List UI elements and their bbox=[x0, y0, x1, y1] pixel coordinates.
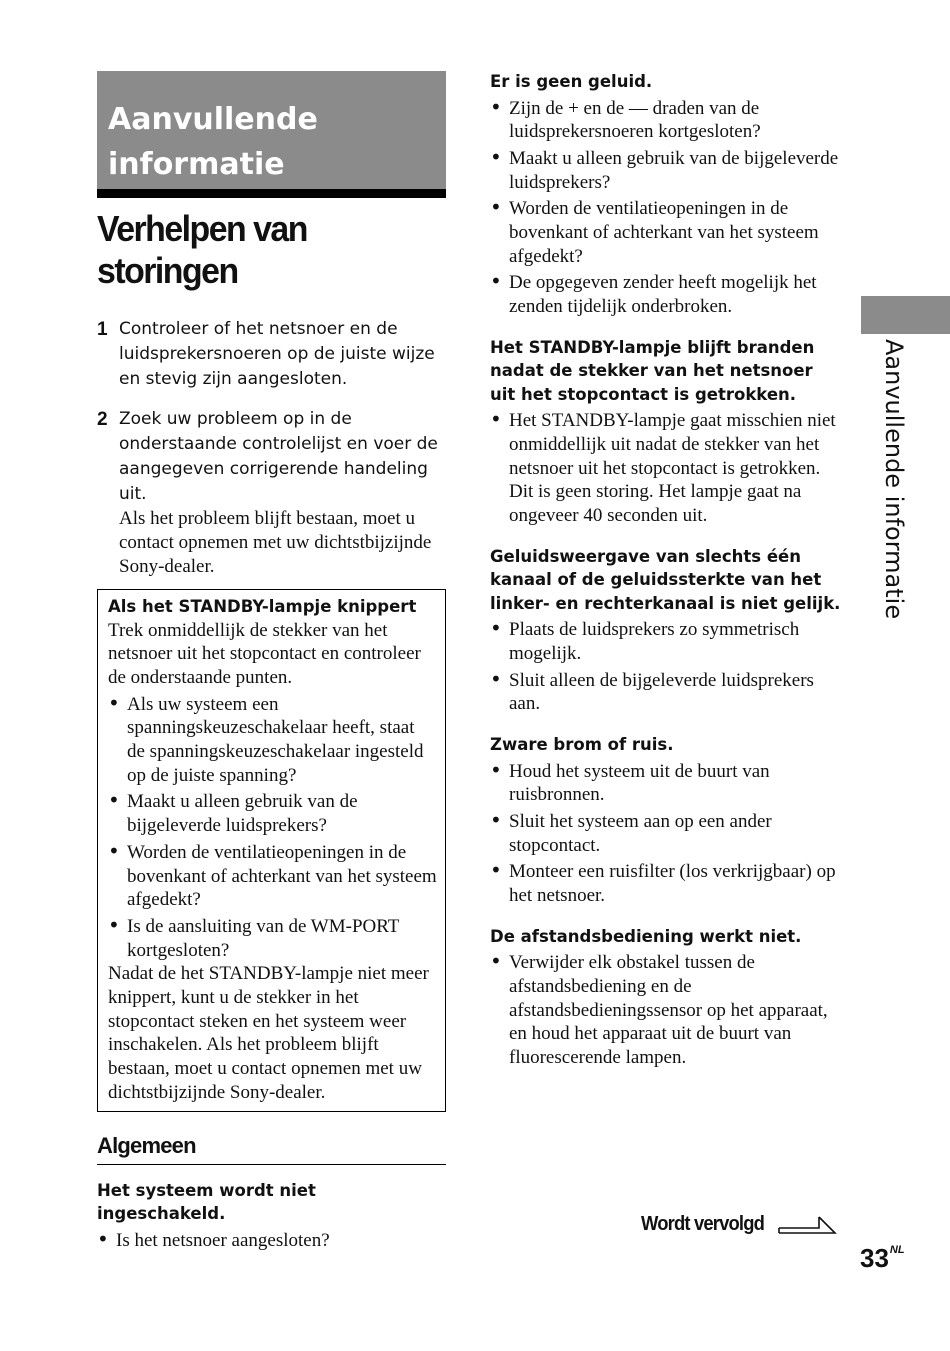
page-number-suffix: NL bbox=[889, 1244, 905, 1256]
list-item: • Worden de ventilatieopeningen in de bovenkant of achterkant van het systeem afgedekt? bbox=[108, 841, 437, 912]
list-item: • Houd het systeem uit de buurt van ruisbronnen. bbox=[490, 760, 842, 807]
symptom-heading: Het STANDBY-lampje blijft branden nadat de stekker van het netsnoer uit het stopcontact is getrokken. bbox=[490, 337, 815, 404]
right-column bbox=[490, 70, 842, 1070]
page-number bbox=[860, 1243, 905, 1274]
section-title-line2: informatie bbox=[108, 147, 285, 182]
continued-text: Wordt vervolgd bbox=[641, 1213, 765, 1235]
section-banner bbox=[97, 71, 446, 198]
page-title-line2: storingen bbox=[97, 250, 238, 291]
list-item: • Is de aansluiting van de WM-PORT kortgesloten? bbox=[108, 915, 437, 962]
list-item: • Verwijder elk obstakel tussen de afstandsbediening en de afstandsbedieningssensor op het apparaat, en houd het apparaat uit de buurt van fluorescerende lampen. bbox=[490, 951, 842, 1070]
step-number: 1 bbox=[97, 319, 108, 340]
step-text: Zoek uw probleem op in de onderstaande controlelijst en voer de aangegeven corrigerende handeling uit. bbox=[119, 409, 438, 504]
symptom-heading: Het systeem wordt niet ingeschakeld. bbox=[97, 1180, 316, 1224]
list-item: • Is het netsnoer aangesloten? bbox=[97, 1229, 446, 1253]
symptom-heading: Geluidsweergave van slechts één kanaal of de geluidssterkte van het linker- en rechterkanaal is niet gelijk. bbox=[490, 546, 841, 613]
step-1 bbox=[97, 317, 446, 392]
continued-arrow-icon bbox=[778, 1214, 838, 1236]
page-title-line1: Verhelpen van bbox=[97, 208, 307, 249]
step-2 bbox=[97, 407, 446, 579]
step-number: 2 bbox=[97, 409, 108, 430]
list-item: • Maakt u alleen gebruik van de bijgeleverde luidsprekers? bbox=[490, 147, 842, 194]
page-number-value: 33 bbox=[860, 1243, 889, 1273]
page-title bbox=[97, 208, 425, 292]
list-item: • Plaats de luidsprekers zo symmetrisch mogelijk. bbox=[490, 618, 842, 665]
symptom bbox=[490, 733, 842, 908]
step-text: Controleer of het netsnoer en de luidsprekersnoeren op de juiste wijze en stevig zijn aangesloten. bbox=[119, 319, 435, 389]
list-item: • Worden de ventilatieopeningen in de bovenkant of achterkant van het systeem afgedekt? bbox=[490, 197, 842, 268]
side-tab-label: Aanvullende informatie bbox=[880, 339, 908, 620]
symptom-bullet-list bbox=[490, 97, 842, 319]
symptom-bullet-list bbox=[490, 951, 842, 1070]
symptom-bullet-list bbox=[490, 409, 842, 528]
symptom bbox=[490, 545, 842, 716]
list-item: • Zijn de + en de — draden van de luidsprekersnoeren kortgesloten? bbox=[490, 97, 842, 144]
continued-indicator bbox=[641, 1213, 775, 1236]
box-closing: Nadat de het STANDBY-lampje niet meer knippert, kunt u de stekker in het stopcontact steken en het systeem weer inschakelen. Als het probleem blijft bestaan, moet u contact opnemen met uw dichtstbijzijnde Sony-dealer. bbox=[108, 963, 429, 1103]
symptom bbox=[490, 925, 842, 1070]
list-item: • Sluit het systeem aan op een ander stopcontact. bbox=[490, 810, 842, 857]
standby-warning-box bbox=[97, 589, 446, 1112]
subsection-heading: Algemeen bbox=[97, 1132, 446, 1165]
left-column bbox=[97, 71, 446, 1252]
list-item: • Maakt u alleen gebruik van de bijgeleverde luidsprekers? bbox=[108, 790, 437, 837]
symptom bbox=[490, 70, 842, 319]
list-item: • Monteer een ruisfilter (los verkrijgbaar) op het netsnoer. bbox=[490, 860, 842, 907]
symptom-heading: De afstandsbediening werkt niet. bbox=[490, 926, 802, 946]
symptom bbox=[97, 1179, 446, 1253]
box-intro: Trek onmiddellijk de stekker van het netsnoer uit het stopcontact en controleer de onderstaande punten. bbox=[108, 619, 421, 688]
list-item: • Het STANDBY-lampje gaat misschien niet onmiddellijk uit nadat de stekker van het netsnoer uit het stopcontact is getrokken. Dit is geen storing. Het lampje gaat na ongeveer 40 seconden uit. bbox=[490, 409, 842, 528]
list-item: • Sluit alleen de bijgeleverde luidsprekers aan. bbox=[490, 669, 842, 716]
list-item: • De opgegeven zender heeft mogelijk het zenden tijdelijk onderbroken. bbox=[490, 271, 842, 318]
symptom-bullet-list bbox=[490, 760, 842, 908]
section-title-line1: Aanvullende bbox=[108, 102, 318, 137]
step-note: Als het probleem blijft bestaan, moet u contact opnemen met uw dichtstbijzijnde Sony-dealer. bbox=[119, 508, 432, 577]
box-heading: Als het STANDBY-lampje knippert bbox=[108, 597, 417, 616]
symptom-bullet-list bbox=[490, 618, 842, 716]
symptom-heading: Er is geen geluid. bbox=[490, 72, 653, 91]
list-item: • Als uw systeem een spanningskeuzeschakelaar heeft, staat de spanningskeuzeschakelaar ingesteld op de juiste spanning? bbox=[108, 693, 437, 788]
side-tab-marker bbox=[861, 296, 950, 334]
symptom bbox=[490, 336, 842, 528]
symptom-bullet-list bbox=[97, 1229, 446, 1253]
box-bullet-list bbox=[108, 693, 437, 963]
symptom-heading: Zware brom of ruis. bbox=[490, 735, 674, 755]
